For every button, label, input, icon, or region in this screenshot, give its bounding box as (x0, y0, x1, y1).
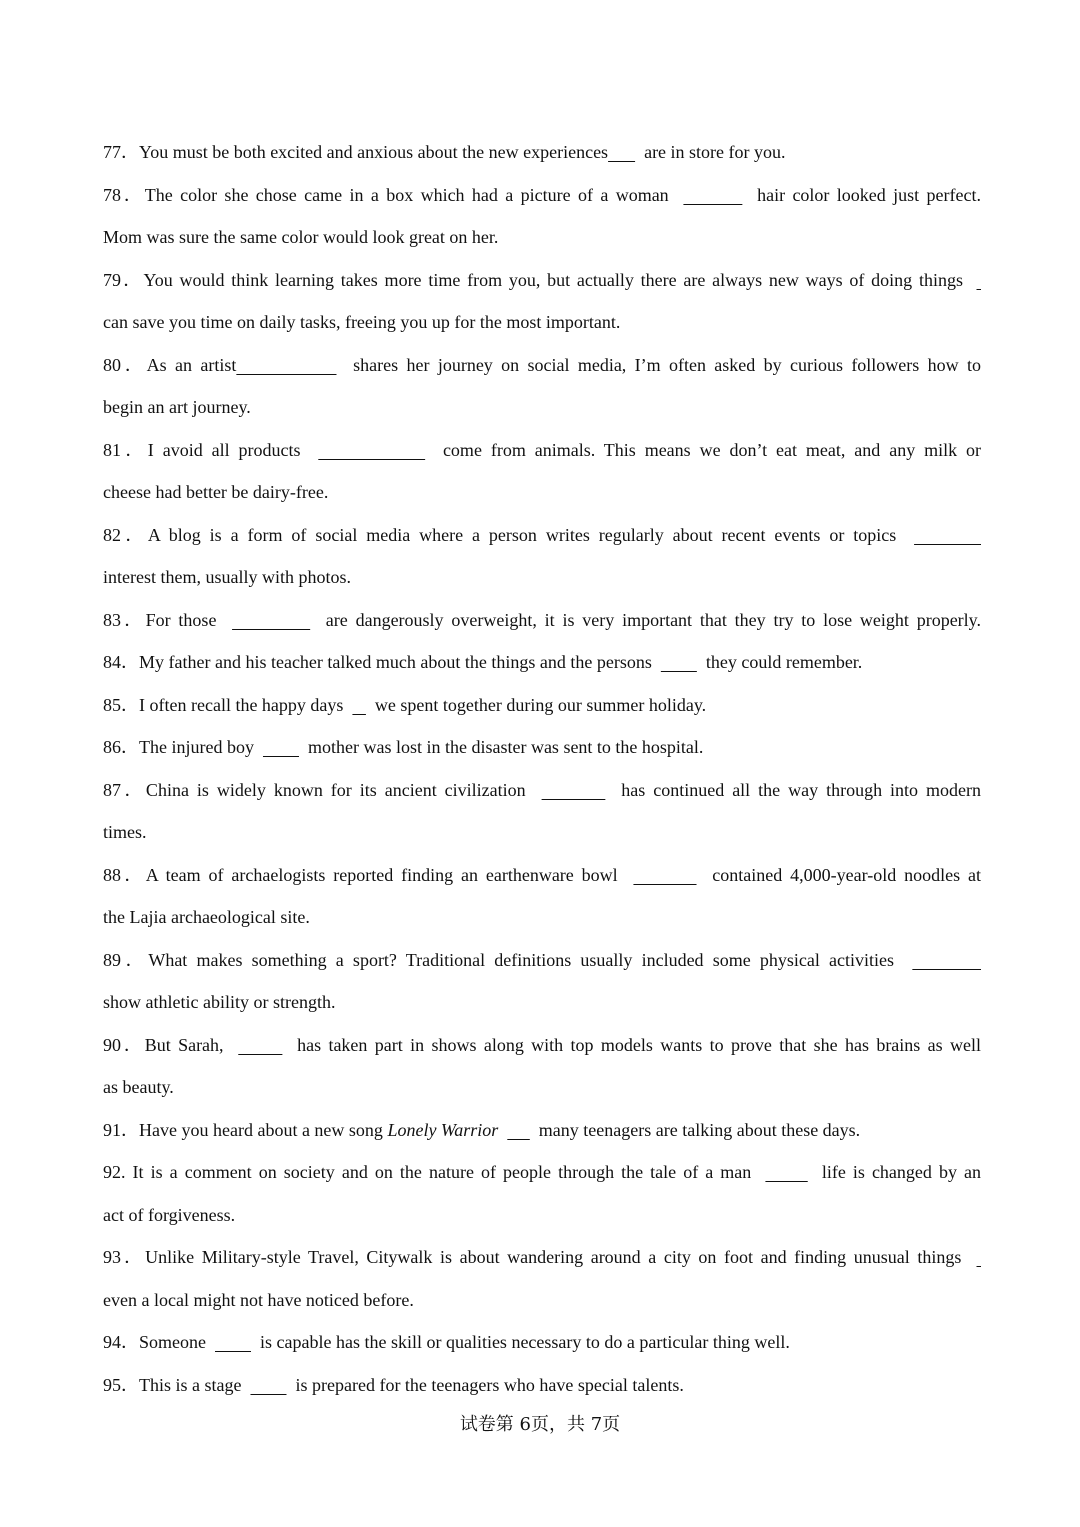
question-text: Mom was sure the same color would look great on her. (103, 227, 499, 247)
page-footer: 试卷第 6页，共 7页 (459, 1414, 621, 1435)
q90-line1 (103, 1024, 981, 1067)
question-text: 79．You would think learning takes more time from you, but actually there are always new ways of doing things (103, 269, 977, 290)
question-text: Lonely Warrior (387, 1119, 499, 1140)
q78-line2 (103, 216, 981, 259)
question-text: hair color looked just perfect. (742, 184, 981, 205)
question-text: 77．You must be both excited and anxious about the new experiences (103, 142, 609, 162)
question-text: they could remember. (696, 652, 863, 672)
answer-blank[interactable] (977, 270, 982, 290)
q81-line1 (103, 429, 981, 472)
q87-line2 (103, 811, 981, 854)
question-text: 83．For those (103, 609, 233, 630)
question-text: is prepared for the teenagers who have special talents. (286, 1374, 684, 1395)
q82-line1 (103, 514, 981, 557)
question-text: 91．Have you heard about a new song (103, 1119, 388, 1140)
answer-blank[interactable] (683, 185, 742, 205)
question-text: 80．As an artist (103, 354, 237, 375)
answer-blank[interactable] (912, 950, 981, 970)
question-text: life is changed by an (807, 1162, 981, 1182)
question-text: mother was lost in the disaster was sent to the hospital. (298, 737, 704, 757)
question-text: are in store for you. (635, 142, 786, 162)
question-text: we spent together during our summer holiday. (365, 694, 707, 715)
question-text: interest them, usually with photos. (103, 567, 351, 587)
question-text: contained 4,000-year-old noodles at (696, 864, 981, 885)
answer-blank[interactable] (507, 1120, 530, 1140)
q81-line2 (103, 471, 981, 514)
question-text: the Lajia archaeological site. (103, 907, 310, 927)
q92-line1 (103, 1151, 981, 1194)
q94-line1 (103, 1321, 981, 1364)
question-text: act of forgiveness. (103, 1204, 236, 1225)
answer-blank[interactable] (263, 737, 299, 757)
question-text: cheese had better be dairy-free. (103, 482, 329, 502)
question-text: is capable has the skill or qualities necessary to do a particular thing well. (251, 1332, 790, 1352)
question-text: times. (103, 822, 147, 842)
q85-line1 (103, 684, 981, 727)
question-text: can save you time on daily tasks, freeing you up for the most important. (103, 312, 621, 332)
answer-blank[interactable] (633, 865, 696, 885)
question-text: 81．I avoid all products (103, 439, 319, 460)
q88-line1 (103, 854, 981, 897)
question-text: 78．The color she chose came in a box which had a picture of a woman (103, 184, 684, 205)
answer-blank[interactable] (977, 1247, 982, 1267)
q79-line2 (103, 301, 981, 344)
q89-line1 (103, 939, 981, 982)
question-text: even a local might not have noticed before. (103, 1289, 414, 1310)
answer-blank[interactable] (232, 610, 310, 630)
answer-blank[interactable] (215, 1332, 251, 1352)
q88-line2 (103, 896, 981, 939)
answer-blank[interactable] (914, 525, 981, 545)
q87-line1 (103, 769, 981, 812)
question-text: 85．I often recall the happy days (103, 694, 353, 715)
q79-line1 (103, 259, 981, 302)
q91-line1 (103, 1109, 981, 1152)
question-text: 90．But Sarah, (103, 1034, 239, 1055)
answer-blank[interactable] (765, 1162, 807, 1182)
q83-line1 (103, 599, 981, 642)
answer-blank[interactable] (250, 1375, 286, 1395)
question-text: 93．Unlike Military-style Travel, Citywalk is about wandering around a city on foot and finding unusual things (103, 1247, 977, 1267)
answer-blank[interactable] (542, 780, 606, 800)
q82-line2 (103, 556, 981, 599)
q92-line2 (103, 1194, 981, 1237)
question-list (103, 131, 981, 1406)
answer-blank[interactable] (238, 1035, 282, 1055)
q80-line2 (103, 386, 981, 429)
question-text: has taken part in shows along with top models wants to prove that she has brains as well (282, 1034, 981, 1055)
q93-line2 (103, 1279, 981, 1322)
question-text: 95．This is a stage (103, 1374, 251, 1395)
q89-line2 (103, 981, 981, 1024)
answer-blank[interactable] (318, 440, 425, 460)
question-text: come from animals. This means we don’t eat meat, and any milk or (425, 439, 981, 460)
question-text: show athletic ability or strength. (103, 992, 336, 1012)
question-text: shares her journey on social media, I’m often asked by curious followers how to (336, 354, 981, 375)
question-text: many teenagers are talking about these days. (529, 1119, 861, 1140)
q90-line2 (103, 1066, 981, 1109)
q93-line1 (103, 1236, 981, 1279)
question-text: are dangerously overweight, it is very important that they try to lose weight properly. (310, 609, 981, 630)
question-text: begin an art journey. (103, 397, 251, 417)
answer-blank[interactable] (352, 695, 366, 715)
q95-line1 (103, 1364, 981, 1407)
question-text: has continued all the way through into modern (605, 779, 981, 800)
q78-line1 (103, 174, 981, 217)
question-text: 86．The injured boy (103, 737, 263, 757)
answer-blank[interactable] (236, 355, 336, 375)
answer-blank[interactable] (661, 652, 697, 672)
question-text: as beauty. (103, 1077, 174, 1097)
answer-blank[interactable] (608, 142, 635, 162)
q80-line1 (103, 344, 981, 387)
question-text: 88．A team of archaelogists reported finding an earthenware bowl (103, 864, 634, 885)
question-text: 89．What makes something a sport? Traditional definitions usually included some physical activities (103, 949, 913, 970)
q77-line1 (103, 131, 981, 174)
q84-line1 (103, 641, 981, 684)
question-text: 82．A blog is a form of social media where a person writes regularly about recent events or topics (103, 524, 915, 545)
question-text: 94．Someone (103, 1332, 215, 1352)
question-text: 92. It is a comment on society and on the nature of people through the tale of a man (103, 1162, 766, 1182)
question-text: 84．My father and his teacher talked much about the things and the persons (103, 652, 661, 672)
question-text (498, 1120, 507, 1140)
question-text: 87．China is widely known for its ancient civilization (103, 779, 542, 800)
q86-line1 (103, 726, 981, 769)
